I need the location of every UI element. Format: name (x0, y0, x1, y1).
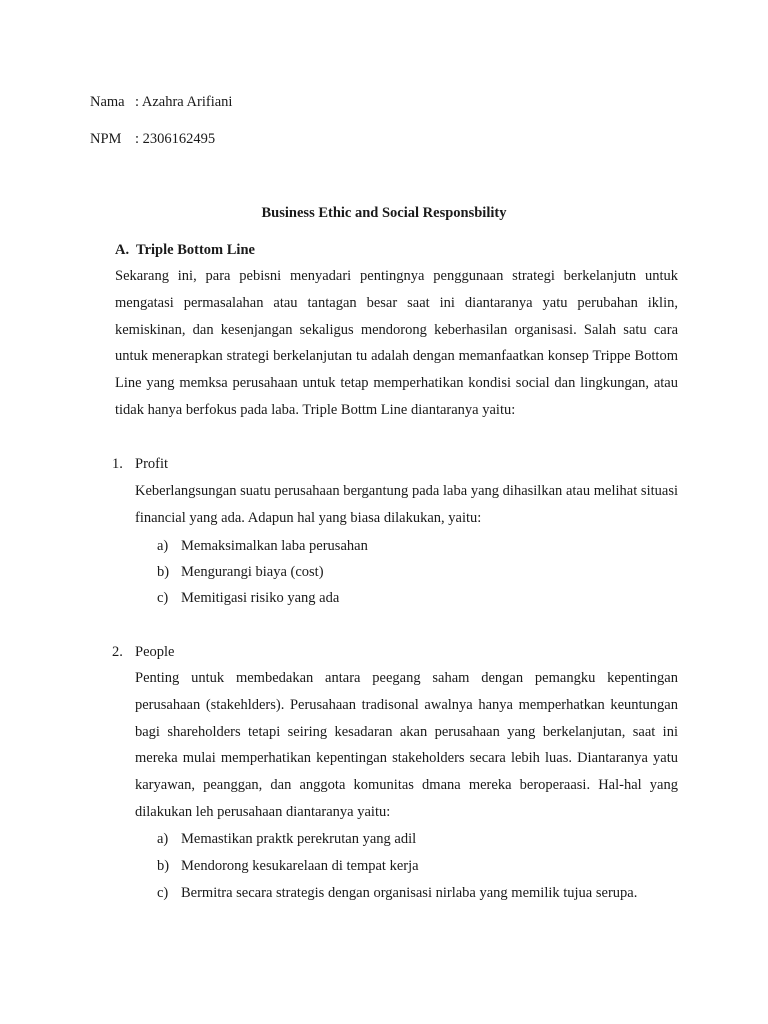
sub-item (157, 564, 324, 581)
sub-item-text: Bermitra secara strategis dengan organisasi nirlaba yang memilik tujua serupa. (181, 885, 638, 901)
sub-item (157, 590, 339, 607)
sub-item (157, 885, 637, 902)
document-title: Business Ethic and Social Responsbility (261, 205, 507, 221)
sub-item-text: Memaksimalkan laba perusahan (181, 538, 368, 554)
item-profit-body: Keberlangsungan suatu perusahaan bergantung pada laba yang dihasilkan atau melihat situasi financial yang ada. Adapun hal yang biasa dilakukan, yaitu: (135, 483, 678, 526)
npm-row (90, 131, 215, 148)
sub-item-letter: b) (157, 858, 170, 874)
sub-item-letter: c) (157, 885, 169, 901)
section-heading-text: Triple Bottom Line (136, 242, 255, 258)
name-value: : Azahra Arifiani (135, 94, 233, 110)
item-title-text: People (135, 644, 175, 660)
npm-label: NPM (90, 131, 122, 147)
item-profit-title (112, 456, 168, 473)
sub-item-letter: a) (157, 831, 169, 847)
sub-item-text: Memitigasi risiko yang ada (181, 590, 340, 606)
sub-item (157, 538, 368, 555)
section-heading (115, 242, 255, 259)
sub-item-letter: a) (157, 538, 169, 554)
npm-value: : 2306162495 (135, 131, 216, 147)
sub-item-text: Memastikan praktk perekrutan yang adil (181, 831, 417, 847)
sub-item-text: Mengurangi biaya (cost) (181, 564, 324, 580)
name-row (90, 94, 232, 111)
item-people-title (112, 644, 174, 661)
sub-item-text: Mendorong kesukarelaan di tempat kerja (181, 858, 419, 874)
sub-item (157, 858, 419, 875)
intro-paragraph: Sekarang ini, para pebisni menyadari pentingnya penggunaan strategi berkelanjutn untuk mengatasi permasalahan atau tantagan besar saat ini diantaranya yatu perubahan iklin, kemiskinan, dan kesenjangan sekaligus mendorong keberhasilan organisasi. Salah satu cara untuk menerapkan strategi berkelanjutan tu adalah dengan memanfaatkan konsep Trippe Bottom Line yang memksa perusahaan untuk tetap memperhatikan kondisi social dan lingkungan, atau tidak hanya berfokus pada laba. Triple Bottm Line diantaranya yaitu: (115, 268, 678, 418)
item-people-body: Penting untuk membedakan antara peegang saham dengan pemangku kepentingan perusahaan (stakehlders). Perusahaan tradisonal awalnya hanya memperhatkan keuntungan bagi shareholders tetapi seiring kesadaran akan perusahaan yang berkelanjutan, saat ini mereka mulai memperhatikan kepentingan stakeholders secara lebih luas. Diantaranya yatu karyawan, peanggan, dan anggota komunitas dmana mereka beroperaasi. Hal-hal yang dilakukan leh perusahaan diantaranya yaitu: (135, 670, 678, 820)
section-letter: A. (115, 242, 130, 258)
name-label: Nama (90, 94, 125, 110)
item-number: 1. (112, 456, 123, 472)
item-number: 2. (112, 644, 123, 660)
sub-item-letter: b) (157, 564, 170, 580)
item-title-text: Profit (135, 456, 169, 472)
sub-item (157, 831, 416, 848)
sub-item-letter: c) (157, 590, 169, 606)
